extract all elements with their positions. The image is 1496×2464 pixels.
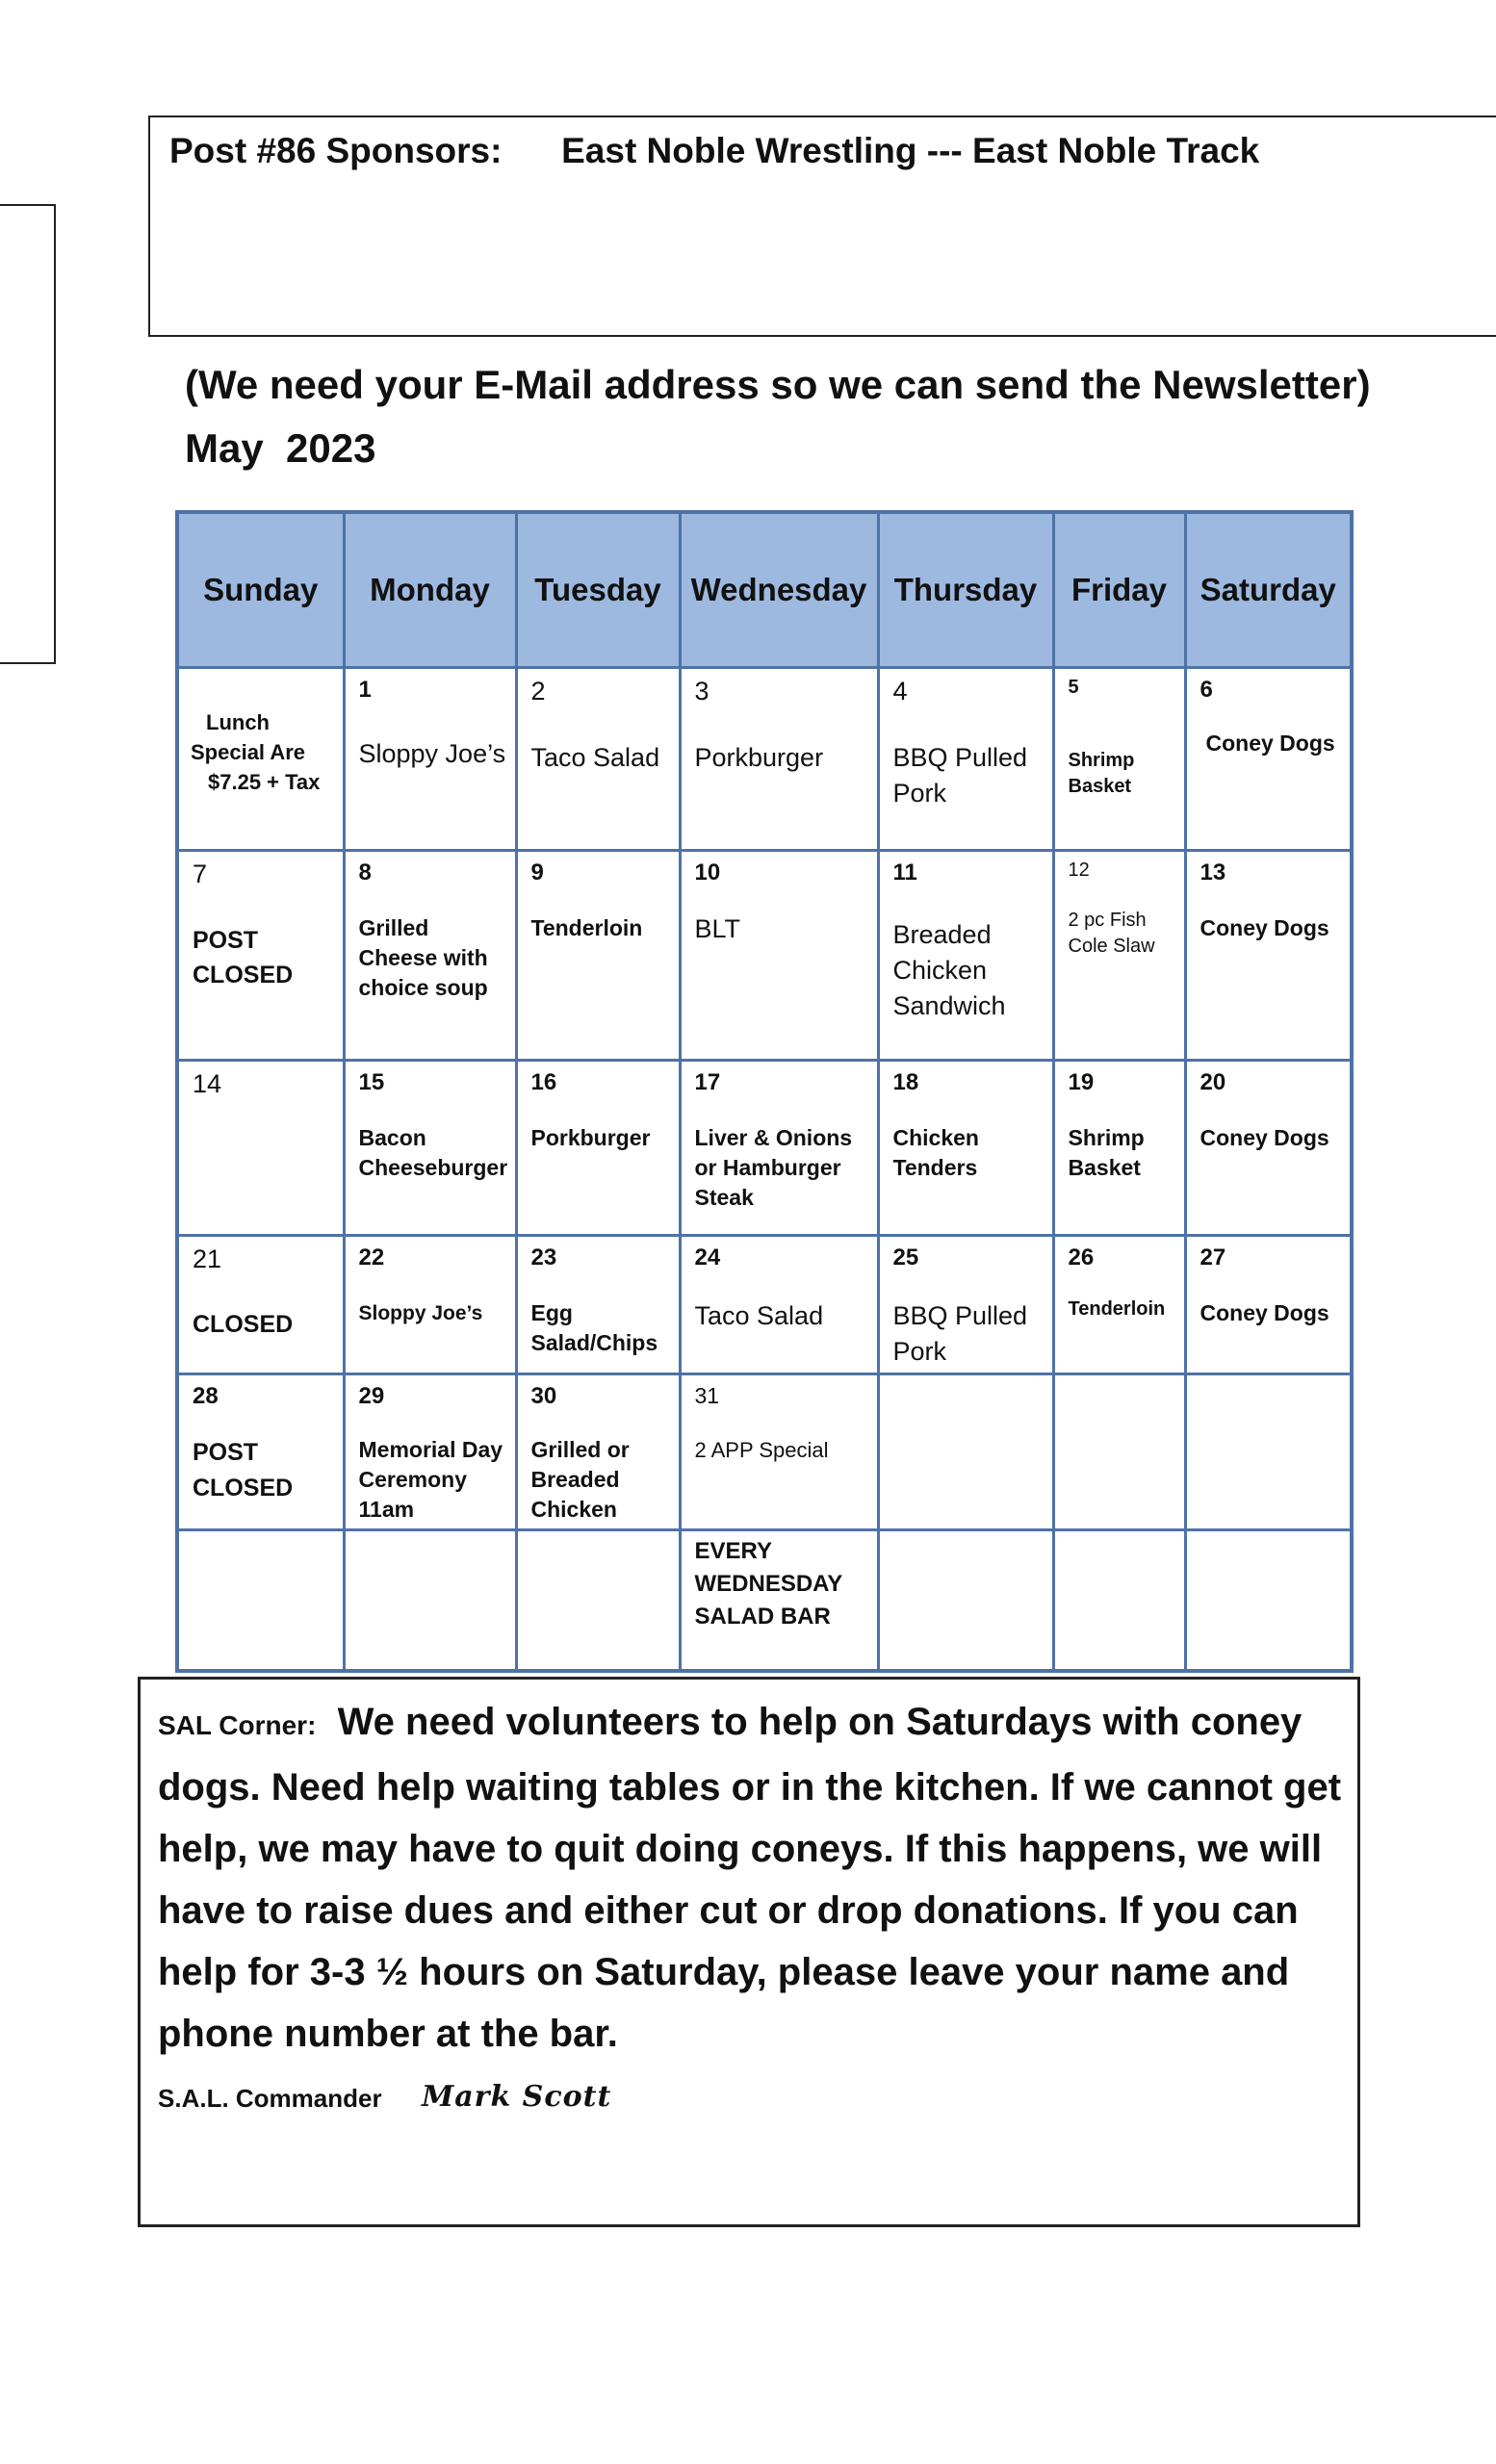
menu-line: Grilled [358,915,429,940]
menu-line: EVERY [694,1538,772,1564]
day-header-friday: Friday [1053,512,1185,668]
menu-item [695,911,741,947]
menu-item [1200,1123,1329,1153]
day-number: 1 [358,677,372,703]
menu-line: Porkburger [694,743,824,772]
menu-item [893,1123,979,1183]
menu-item [359,1435,503,1525]
sponsor-line [169,131,1259,171]
day-number: 15 [358,1069,385,1095]
left-margin-box [0,204,56,664]
week-row-6 [177,1530,1352,1671]
day-cell [177,851,344,1061]
menu-line: Tenderloin [530,915,643,940]
day-number: 20 [1199,1069,1226,1095]
sal-corner-label: SAL Corner: [158,1710,317,1740]
day-cell [516,1530,680,1671]
menu-item [359,1123,508,1183]
menu-line: Taco Salad [694,1301,824,1330]
menu-line: Porkburger [530,1125,651,1150]
menu-line: Pork [892,779,947,808]
menu-line: Sloppy Joe’s [358,1302,483,1324]
day-number: 24 [694,1245,721,1270]
menu-line: Coney Dogs [1205,731,1335,756]
day-cell [344,1374,516,1530]
day-number: 30 [530,1383,557,1409]
menu-line: Bacon [358,1125,426,1150]
day-number: 8 [358,860,372,886]
menu-line: Chicken [892,1125,979,1150]
sponsor-names: East Noble Wrestling --- East Noble Track [561,131,1260,170]
menu-line: Sloppy Joe’s [358,739,506,768]
day-number: 2 [530,677,546,706]
note-line: Special Are [191,740,306,764]
menu-line: Coney Dogs [1199,1300,1329,1325]
day-header-saturday: Saturday [1185,512,1352,668]
day-cell [878,851,1053,1061]
menu-item [193,1310,293,1340]
menu-line: CLOSED [193,962,294,988]
day-number: 29 [358,1383,385,1409]
menu-line: BLT [694,914,741,943]
menu-item [1200,1298,1329,1328]
menu-line: POST [193,927,259,954]
day-number: 26 [1068,1245,1095,1270]
day-number: 6 [1199,677,1213,703]
menu-line: Shrimp [1068,1125,1145,1150]
day-cell [1185,668,1352,851]
menu-line: Coney Dogs [1199,1125,1329,1150]
day-cell [878,668,1053,851]
menu-line: Pork [892,1337,947,1366]
menu-line: Tenderloin [1068,1298,1166,1320]
day-cell [344,668,516,851]
day-cell [516,1236,680,1374]
menu-line: Coney Dogs [1199,915,1329,940]
day-cell [1053,851,1185,1061]
menu-item [1206,729,1335,758]
menu-item [695,1298,824,1334]
menu-line: Cheese with [358,945,488,970]
lunch-calendar [175,510,1354,1673]
day-cell [680,1236,878,1374]
day-cell [680,851,878,1061]
menu-item [531,740,660,776]
menu-item [695,1435,829,1465]
commander-signature: Mark Scott [422,2080,612,2114]
day-cell [1185,1374,1352,1530]
day-number: 13 [1199,860,1226,886]
day-number: 17 [694,1069,721,1095]
menu-line: or Hamburger [694,1155,841,1180]
menu-line: 11am [358,1497,415,1522]
menu-item [359,1298,483,1328]
day-cell [1053,1236,1185,1374]
menu-line: Breaded [530,1467,620,1492]
menu-line: Cheeseburger [358,1155,508,1180]
day-number: 7 [193,860,208,888]
menu-line: Basket [1068,776,1132,797]
menu-line: Taco Salad [530,743,660,772]
menu-item [193,1435,293,1506]
day-cell [1053,1374,1185,1530]
menu-item [1069,1123,1145,1183]
day-number: 18 [892,1069,919,1095]
menu-item [695,1123,853,1213]
day-cell [516,668,680,851]
day-cell [177,1236,344,1374]
day-number: 9 [530,860,544,886]
menu-line: choice soup [358,975,488,1000]
day-number: 27 [1199,1245,1226,1270]
note-line: $7.25 + Tax [208,770,321,794]
commander-label: S.A.L. Commander [158,2084,382,2113]
day-header-thursday: Thursday [878,512,1053,668]
menu-line: Egg [530,1300,573,1325]
menu-item [531,1435,630,1525]
menu-item [893,917,1006,1024]
sponsor-label: Post #86 Sponsors: [169,131,503,170]
menu-item [1069,908,1155,960]
menu-line: Cole Slaw [1068,936,1155,957]
day-cell [344,1061,516,1236]
day-number: 10 [694,860,721,886]
menu-line: WEDNESDAY [694,1571,843,1597]
day-number: 23 [530,1245,557,1270]
day-cell [878,1530,1053,1671]
day-number: 19 [1068,1069,1095,1095]
day-header-monday: Monday [344,512,516,668]
day-cell [516,1061,680,1236]
day-number: 5 [1068,677,1079,698]
menu-line: Grilled or [530,1437,630,1462]
day-number: 16 [530,1069,557,1095]
salad-bar-note [695,1535,843,1633]
day-number: 3 [694,677,709,706]
menu-line: CLOSED [193,1311,294,1338]
week-row-2 [177,851,1352,1061]
day-cell [344,1530,516,1671]
day-header-wednesday: Wednesday [680,512,878,668]
menu-line: Memorial Day [358,1437,503,1462]
day-number: 14 [193,1069,222,1098]
day-cell [1185,1530,1352,1671]
day-header-tuesday: Tuesday [516,512,680,668]
menu-line: BBQ Pulled [892,743,1028,772]
day-cell [878,1374,1053,1530]
menu-line: Ceremony [358,1467,467,1492]
day-cell [344,851,516,1061]
menu-line: Sandwich [892,991,1006,1020]
day-number: 12 [1068,860,1090,881]
menu-line: 2 pc Fish [1068,910,1147,931]
day-number: 28 [193,1383,219,1409]
lunch-special-note [191,707,320,797]
calendar-header-row [177,512,1352,668]
menu-line: Shrimp [1068,750,1135,771]
menu-item [359,913,488,1003]
day-cell [177,668,344,851]
day-cell [177,1061,344,1236]
day-cell [516,1374,680,1530]
week-row-4 [177,1236,1352,1374]
menu-line: POST [193,1439,259,1466]
day-cell [177,1374,344,1530]
menu-item [1069,748,1135,800]
sal-corner-box [138,1677,1360,2227]
day-number: 4 [892,677,908,706]
day-cell [1053,1061,1185,1236]
day-cell [1053,668,1185,851]
day-cell [1185,1236,1352,1374]
menu-item [893,740,1028,811]
note-line: Lunch [206,710,270,734]
menu-line: BBQ Pulled [892,1301,1028,1330]
week-row-5 [177,1374,1352,1530]
menu-line: Basket [1068,1155,1141,1180]
day-cell [1053,1530,1185,1671]
menu-line: Breaded [892,920,992,949]
day-number: 11 [892,860,917,886]
email-note: (We need your E-Mail address so we can send the Newsletter) [185,362,1371,407]
menu-line: 2 APP Special [694,1438,829,1462]
sal-corner-message: We need volunteers to help on Saturdays with coney dogs. Need help waiting tables or in the kitchen. If we cannot get help, we may have to quit doing coneys. If this happens, we will have to raise dues and either cut or drop donations. If you can help for 3-3 ½ hours on Saturday, please leave your name and phone number at the bar. [158,1701,1342,2055]
day-cell [344,1236,516,1374]
menu-line: Steak [694,1185,754,1210]
day-cell [177,1530,344,1671]
menu-line: Liver & Onions [694,1125,853,1150]
menu-item [531,1298,658,1358]
month-title: May 2023 [185,425,376,471]
day-number: 25 [892,1245,919,1270]
day-cell [878,1236,1053,1374]
sponsor-box [148,116,1496,337]
menu-line: Chicken [892,956,988,985]
day-cell [680,1374,878,1530]
sal-corner-text [158,1691,1342,2065]
menu-item [531,913,643,943]
week-row-1 [177,668,1352,851]
day-number: 31 [694,1383,720,1408]
menu-item [531,1123,651,1153]
day-cell [516,851,680,1061]
menu-line: Chicken [530,1497,617,1522]
menu-item [695,740,824,776]
day-header-sunday: Sunday [177,512,344,668]
menu-item [1200,913,1329,943]
day-number: 22 [358,1245,385,1270]
menu-item [1069,1296,1166,1322]
day-cell [1185,1061,1352,1236]
day-cell [680,1530,878,1671]
week-row-3 [177,1061,1352,1236]
day-number: 21 [193,1245,222,1273]
menu-line: Tenders [892,1155,978,1180]
day-cell [680,1061,878,1236]
menu-item [193,923,293,992]
menu-item [359,736,506,772]
day-cell [878,1061,1053,1236]
menu-line: SALAD BAR [694,1604,831,1630]
menu-line: Salad/Chips [530,1330,658,1355]
day-cell [1185,851,1352,1061]
menu-item [893,1298,1028,1370]
day-cell [680,668,878,851]
menu-line: CLOSED [193,1475,294,1502]
